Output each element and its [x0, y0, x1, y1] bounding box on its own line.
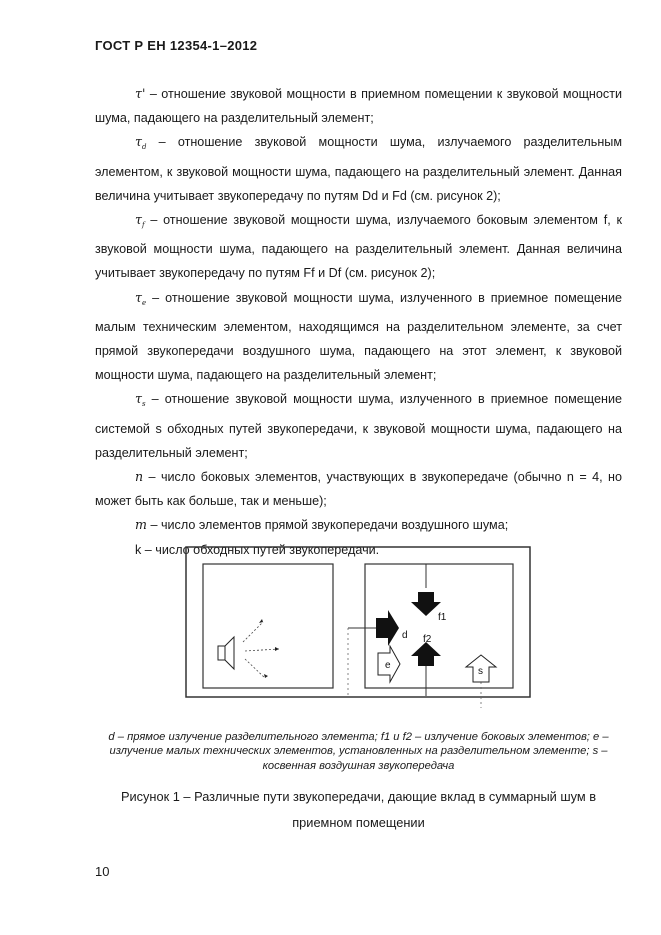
document-header: ГОСТ Р ЕН 12354-1–2012 — [95, 38, 258, 53]
definition-text: – отношение звуковой мощности шума, излучаемого боковым элементом f, к звуковой мощности шума, падающего на разделительный элемент. Данная величина учитывает звукопередачу по путям Ff и Df (см. рисунок 2); — [95, 213, 622, 281]
symbol: $\tau_f$ — [135, 212, 145, 230]
ray-arrow-icon — [264, 674, 268, 678]
f1-arrow-icon — [411, 592, 441, 616]
definition-text: – отношение звуковой мощности шума, излученного в приемное помещение малым техническим элементом, находящимся на разделительном элементе, за счет прямой звукопередачи воздушного шума, падающего на этот элемент, к звуковой мощности шума, падающего на разделительный элемент; — [95, 290, 622, 383]
definition-tau-s — [95, 387, 622, 465]
definition-text: – отношение звуковой мощности шума, излученного в приемное помещение системой s обходных путей звукопередачи, к звуковой мощности шума, падающего на разделительный элемент; — [95, 392, 622, 460]
figure-sound-paths — [185, 546, 531, 708]
definition-tau-prime — [95, 82, 622, 130]
definition-tau-d — [95, 130, 622, 208]
definition-tau-f — [95, 208, 622, 286]
symbol: $\tau_d$ — [135, 134, 147, 152]
symbol: n — [135, 469, 144, 485]
definition-text: – число обходных путей звукопередачи. — [141, 542, 380, 557]
symbol: τ' — [135, 86, 146, 101]
definitions-list — [95, 82, 622, 562]
figure-caption: Рисунок 1 – Различные пути звукопередачи, дающие вклад в суммарный шум в приемном помещении — [120, 789, 597, 830]
sound-rays — [243, 622, 279, 678]
symbol: $\tau_s$ — [135, 391, 146, 409]
label-d: d — [402, 630, 408, 641]
label-e: e — [385, 660, 391, 671]
definition-text: – число элементов прямой звукопередачи воздушного шума; — [146, 518, 509, 533]
symbol: k — [135, 542, 142, 557]
figure-legend: d – прямое излучение разделительного элемента; f1 и f2 – излучение боковых элементов; e – излучение малых технических элементов, установленных на разделительном элементе; s – косвенная воздушная звукопередача — [108, 731, 609, 772]
page-number: 10 — [95, 864, 110, 879]
definition-text: – число боковых элементов, участвующих в звукопередаче (обычно n = 4, но может быть как больше, так и меньше); — [95, 470, 622, 509]
definition-text: – отношение звуковой мощности шума, излучаемого разделительным элементом, к звуковой мощности шума, падающего на разделительный элемент. Данная величина учитывает звукопередачу по путям Dd и Fd (см. рисунок 2); — [95, 135, 622, 203]
label-f2: f2 — [423, 634, 432, 645]
symbol: m — [135, 517, 147, 533]
definition-m — [95, 513, 622, 537]
f2-arrow-icon — [411, 642, 441, 666]
symbol: $\tau_e$ — [135, 289, 147, 307]
d-arrow-icon — [376, 610, 399, 646]
label-f1: f1 — [438, 612, 447, 623]
ray-arrow-icon — [259, 619, 263, 623]
source-room — [203, 564, 333, 688]
figure-diagram — [185, 546, 531, 708]
definition-tau-e — [95, 286, 622, 388]
ray-arrow-icon — [275, 647, 279, 651]
loudspeaker-icon — [218, 637, 234, 669]
label-s: s — [478, 666, 483, 677]
definition-text: – отношение звуковой мощности в приемном помещении к звуковой мощности шума, падающего на разделительный элемент; — [95, 87, 622, 126]
definition-n — [95, 465, 622, 513]
